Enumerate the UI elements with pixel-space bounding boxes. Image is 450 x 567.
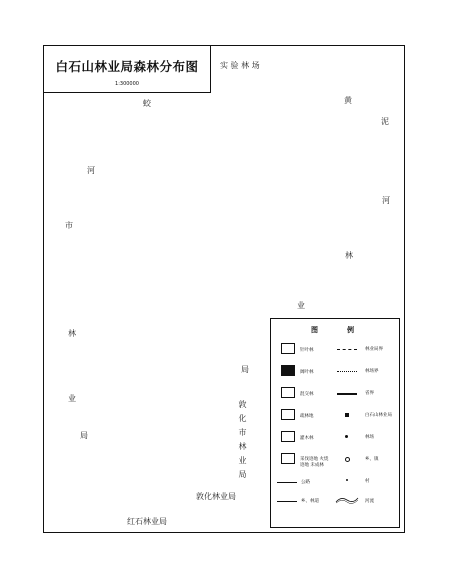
label-nw: 蛟 — [143, 99, 151, 108]
legend-swatch-coniferous — [281, 343, 295, 354]
legend-title-right: 例 — [347, 326, 354, 334]
legend-label-bureau-boundary: 林业局界 — [365, 347, 383, 352]
legend-label-lane: 乡、林道 — [301, 499, 319, 504]
label-bottom: 红石林业局 — [127, 517, 167, 526]
map-scale: 1:300000 — [115, 81, 139, 87]
label-e-2: 林 — [345, 251, 353, 260]
legend-label-river: 河流 — [365, 499, 374, 504]
label-w-2: 市 — [65, 221, 73, 230]
legend-marker-township — [345, 457, 350, 462]
legend-river-symbol — [335, 495, 359, 505]
legend-line-bureau-boundary — [337, 349, 357, 350]
label-e-1: 河 — [382, 196, 390, 205]
label-e-4: 局 — [241, 365, 249, 374]
legend-label-sparse: 疏林地 — [300, 414, 314, 419]
legend-swatch-shrub — [281, 431, 295, 442]
legend-label-province-boundary: 省界 — [365, 391, 374, 396]
legend-swatch-cutover — [281, 453, 295, 464]
label-w-4: 业 — [68, 394, 76, 403]
legend-line-province-boundary — [337, 393, 357, 395]
label-w-3: 林 — [68, 329, 76, 338]
legend-label-mixed: 混交林 — [300, 392, 314, 397]
label-dunhua-city: 敦化市林业局 — [238, 400, 247, 484]
legend-label-shrub: 灌木林 — [300, 436, 314, 441]
legend-line-lane — [277, 501, 297, 502]
legend-label-farm-boundary: 林场界 — [365, 369, 379, 374]
legend-label-coniferous: 针叶林 — [300, 348, 314, 353]
label-north: 实 验 林 场 — [220, 61, 260, 70]
legend-line-farm-boundary — [337, 371, 357, 372]
legend-line-road — [277, 482, 297, 483]
legend-marker-forest-farm — [345, 435, 348, 438]
title-box — [43, 45, 211, 93]
legend-label-cutover: 采伐迹地 火烧迹地 未成林 — [300, 457, 329, 468]
legend-label-baishishan: 白石山林业局 — [365, 413, 392, 418]
map-title: 白石山林业局森林分布图 — [55, 59, 199, 74]
legend-label-forest-farm: 林场 — [365, 435, 374, 440]
label-w-1: 河 — [87, 166, 95, 175]
label-e-3: 业 — [297, 301, 305, 310]
label-dunhua-bureau: 敦化林业局 — [196, 492, 236, 501]
legend-swatch-mixed — [281, 387, 295, 398]
legend-label-road: 公路 — [301, 480, 310, 485]
legend-label-township: 乡、镇 — [365, 457, 379, 462]
legend-swatch-sparse — [281, 409, 295, 420]
legend-label-village: 村 — [365, 479, 370, 484]
label-ne-2: 泥 — [381, 117, 389, 126]
label-ne-1: 黄 — [344, 96, 352, 105]
legend-swatch-broadleaf — [281, 365, 295, 376]
legend-label-broadleaf: 阔叶林 — [300, 370, 314, 375]
label-w-5: 局 — [80, 431, 88, 440]
legend-marker-baishishan — [345, 413, 349, 417]
legend — [270, 318, 400, 528]
legend-marker-village — [346, 479, 348, 481]
legend-title-left: 图 — [311, 326, 318, 334]
